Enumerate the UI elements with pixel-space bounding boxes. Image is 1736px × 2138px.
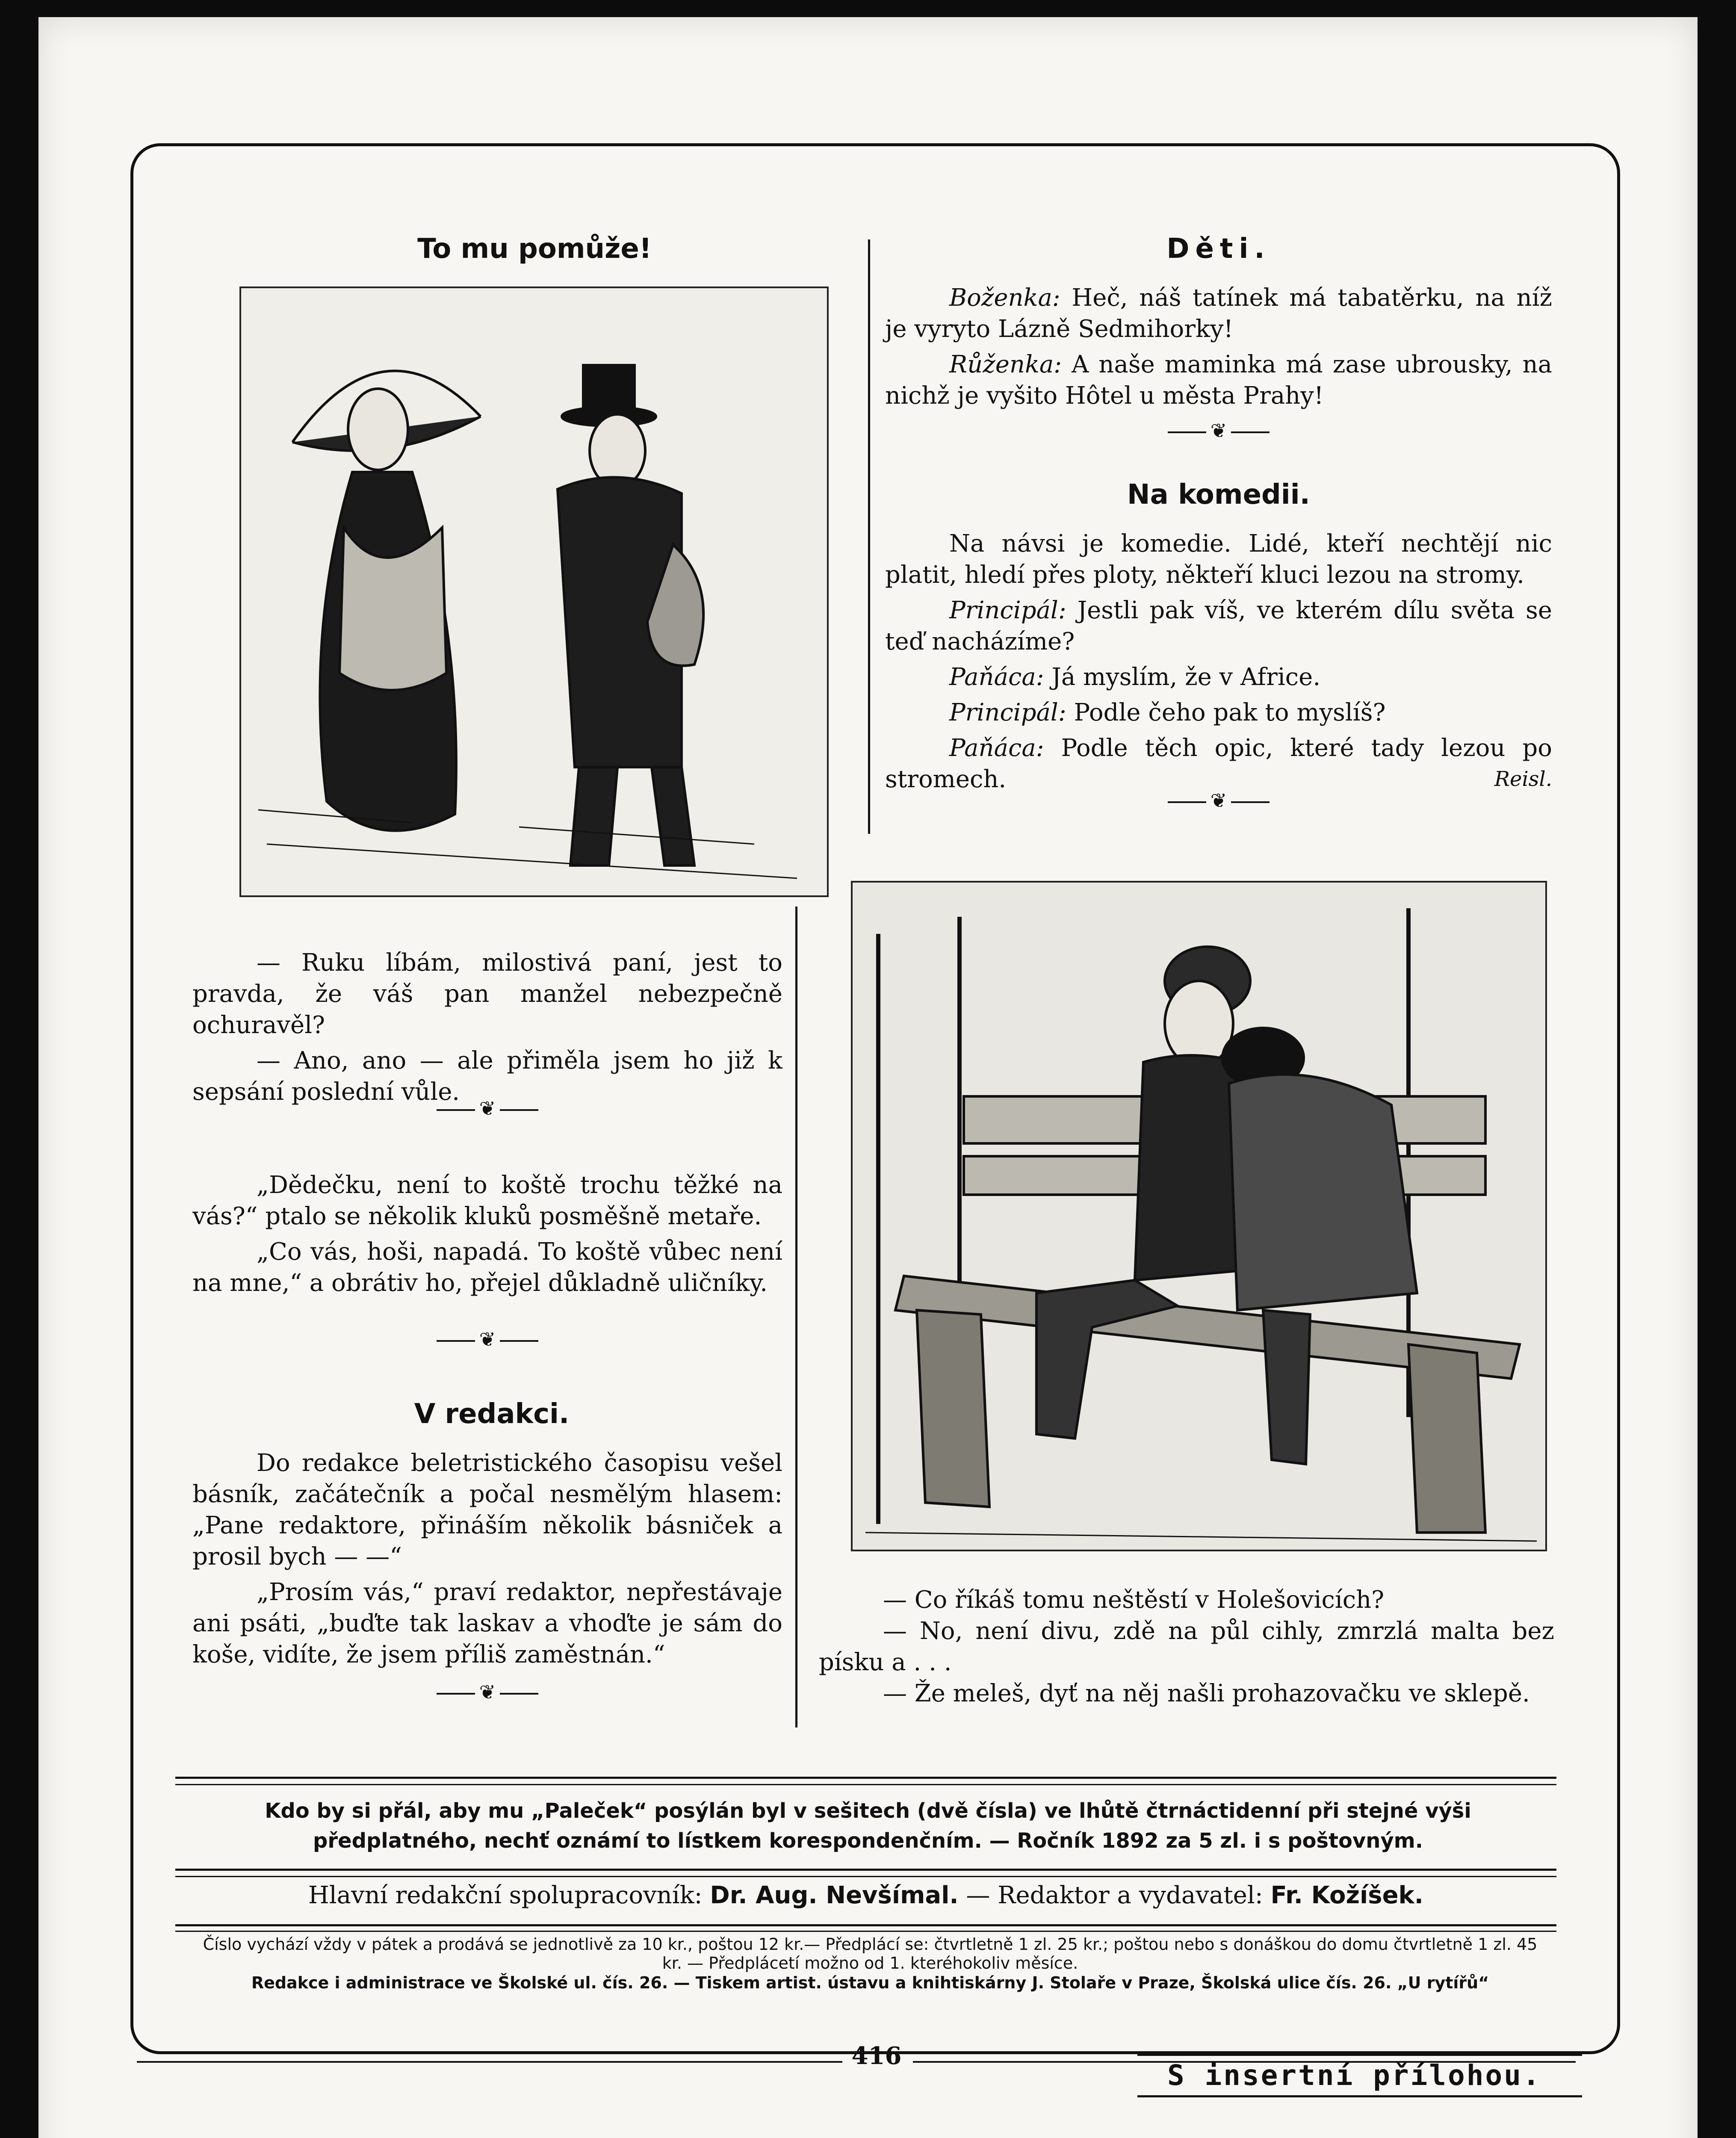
ornament-divider-icon: ❦: [423, 1680, 552, 1704]
ornament-divider-icon: ❦: [423, 1097, 552, 1120]
dialogue-line: — Ano, ano — ale přiměla jsem ho již k sepsání poslední vůle.: [192, 1047, 782, 1106]
broom-line: „Co vás, hoši, napadá. To koště vůbec není na mne,“ a obrátiv ho, přejel důkladně uličníky.: [192, 1238, 782, 1297]
bench-line: — No, není divu, zdě na půl cihly, zmrzlá malta bez písku a . . .: [819, 1617, 1554, 1676]
speaker-ruzenka: Růženka:: [949, 351, 1062, 378]
broom-anecdote: [192, 1169, 782, 1299]
ornament-divider-icon: ❦: [423, 1328, 552, 1351]
couple-drawing: [241, 288, 827, 895]
heading-to-mu-pomuze: To mu pomůže!: [417, 233, 652, 265]
publisher-info: Redakce i administrace ve Školské ul. čís. 26. — Tiskem artist. ústavu a knihtiskárny J. Stolaře v Praze, Školská ulice čís. 26. „U rytířů“: [251, 1973, 1489, 1992]
dialogue-ruku-libam: [192, 947, 782, 1107]
illustration-couple: [239, 286, 829, 897]
bench-line: — Že meleš, dyť na něj našli prohazovačku ve sklepě.: [883, 1680, 1530, 1707]
insert-notice: S insertní přílohou.: [1167, 2059, 1541, 2092]
bench-dialogue: [819, 1584, 1554, 1709]
komedie-line: [885, 697, 1552, 728]
komedie-line: [885, 732, 1552, 795]
footer-rule: [175, 1869, 1556, 1871]
editor-name: Fr. Kožíšek.: [1270, 1881, 1424, 1909]
footer-rule: [175, 1924, 1556, 1926]
heading-deti: Děti.: [1166, 233, 1271, 265]
column-rule-upper: [868, 239, 870, 834]
column-rule-lower: [795, 907, 797, 1728]
editor-label: Hlavní redakční spolupracovník:: [308, 1881, 710, 1909]
ornament-divider-icon: ❦: [1154, 789, 1283, 812]
komedie-intro: Na návsi je komedie. Lidé, kteří nechtějí nic platit, hledí přes ploty, někteří kluci lezou na stromy.: [885, 530, 1552, 589]
footer-rule: [175, 1784, 1556, 1785]
redakce-anecdote: [192, 1447, 782, 1670]
heading-v-redakci: V redakci.: [414, 1398, 570, 1430]
speaker-principal: Principál:: [949, 699, 1066, 726]
deti-line: [885, 349, 1552, 411]
editor-name: Dr. Aug. Nevšímal.: [710, 1881, 959, 1909]
deti-text: A naše maminka má zase ubrousky, na nichž je vyšito Hôtel u města Prahy!: [885, 351, 1552, 410]
komedie-line: [885, 595, 1552, 657]
insert-rule: [1137, 2095, 1582, 2097]
footer-rule: [175, 1876, 1556, 1877]
bench-drawing: [853, 883, 1545, 1550]
page-number: 416: [851, 2042, 902, 2070]
dialogue-line: — Ruku líbám, milostivá paní, jest to pravda, že váš pan manžel nebezpečně ochuravěl?: [192, 949, 782, 1039]
deti-line: [885, 282, 1552, 345]
speaker-panaca: Paňáca:: [949, 663, 1044, 691]
komedie-speech: Podle těch opic, které tady lezou po stromech.: [885, 734, 1552, 793]
insert-rule: [1137, 2052, 1582, 2056]
speaker-principal: Principál:: [949, 597, 1066, 624]
komedie-speech: Podle čeho pak to myslíš?: [1066, 699, 1386, 726]
speaker-panaca: Paňáca:: [949, 734, 1044, 762]
komedie-speech: Já myslím, že v Africe.: [1044, 663, 1321, 691]
heading-na-komedii: Na komedii.: [1127, 479, 1310, 511]
subscription-notice: Kdo by si přál, aby mu „Paleček“ posýlán byl v sešitech (dvě čísla) ve lhůtě čtrnáctidenní při stejné výši předplatného, nechť oznámí to lístkem korespondenčním. — Ročník 1892 za 5 zl. i s poštovným.: [265, 1799, 1471, 1853]
price-info: Číslo vychází vždy v pátek a prodává se jednotlivě za 10 kr., poštou 12 kr.— Předplácí se: čtvrtletně 1 zl. 25 kr.; poštou nebo s donáškou do domu čtvrtletně 1 zl. 45 kr. — Předplácetí možno od 1. kteréhokoliv měsíce.: [203, 1935, 1538, 1973]
footer-rule: [175, 1777, 1556, 1779]
komedie-speech: Jestli pak víš, ve kterém dílu světa se teď nacházíme?: [885, 597, 1552, 656]
author-signature: Reisl.: [1494, 767, 1552, 791]
komedie-line: [885, 661, 1552, 693]
bench-line: — Co říkáš tomu neštěstí v Holešovicích?: [883, 1586, 1385, 1614]
ornament-divider-icon: ❦: [1154, 419, 1283, 442]
deti-text: Heč, náš tatínek má tabatěrku, na níž je vyryto Lázně Sedmihorky!: [885, 284, 1552, 343]
footer-rule: [175, 1931, 1556, 1932]
page-number-rule: [137, 2061, 842, 2063]
broom-line: „Dědečku, není to koště trochu těžké na vás?“ ptalo se několik kluků posměšně metaře.: [192, 1171, 782, 1230]
deti-dialogue: [885, 282, 1552, 411]
illustration-bench: [851, 881, 1547, 1551]
editor-label: — Redaktor a vydavatel:: [958, 1881, 1271, 1909]
redakce-line: Do redakce beletristického časopisu vešel básník, začátečník a počal nesmělým hlasem: „Pane redaktore, přináším několik básniček a prosil bych — —“: [192, 1449, 782, 1571]
komedie-text: [885, 528, 1552, 795]
speaker-bozenka: Boženka:: [949, 284, 1060, 312]
redakce-line: „Prosím vás,“ praví redaktor, nepřestávaje ani psáti, „buďte tak laskav a vhoďte je sám do koše, vidíte, že jsem příliš zaměstnán.“: [192, 1578, 782, 1668]
editor-line: [175, 1881, 1556, 1909]
